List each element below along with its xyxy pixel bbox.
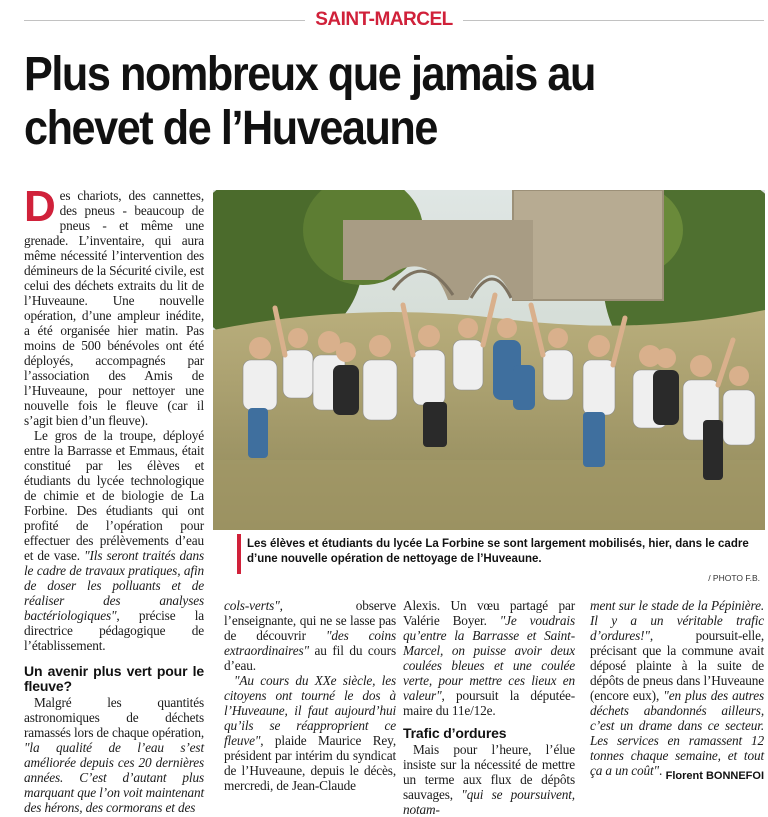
quote-text: "Ils seront traités dans le cadre de travaux pratiques, afin de doser les polluants et de réaliser des analyses bactériologiques" bbox=[24, 548, 204, 623]
article-column-1 bbox=[24, 182, 204, 815]
paragraph-text: , précise la directrice pédagogique de l’établissement. bbox=[24, 608, 204, 653]
photo-credit: / PHOTO F.B. bbox=[708, 573, 760, 583]
paragraph-text: au fil du cours d’eau. bbox=[224, 643, 396, 673]
paragraph-text: . bbox=[659, 763, 663, 778]
paragraph-text: , poursuit la députée-maire du 11e/12e. bbox=[403, 688, 575, 718]
paragraph bbox=[24, 428, 204, 653]
subheading-avenir: Un avenir plus vert pour le fleuve? bbox=[24, 663, 204, 694]
paragraph bbox=[224, 598, 396, 673]
lead-text: es chariots, des cannettes, des pneus - beaucoup de pneus - et même une grenade. L’inventaire, qui aura même nécessité l’intervention des démineurs de la Sécurité civile, est celui des déchets extraits du lit de l’Huveaune. Une nouvelle opération, d’une ampleur inédite, a été organisée hier matin. Pas moins de 500 bénévoles ont été déployés, accompagnés par l’association des Amis de l’Huveaune, pour nettoyer une nouvelle fois le fleuve (car il s’agit bien d’un fleuve). bbox=[24, 188, 204, 428]
subheading-trafic: Trafic d’ordures bbox=[403, 725, 507, 741]
quote-text: cols-verts" bbox=[224, 598, 280, 613]
paragraph-text: , poursuit-elle, précisant que la commune avait déposé plainte à la suite de dépôts de pneus dans l’Huveaune (encore eux), bbox=[590, 628, 764, 703]
quote-text: "la qualité de l’eau s’est améliorée depuis ces 20 dernières années. C’est d’autant plus marquant que l’on voit maintenant des hérons, des cormorans et des bbox=[24, 740, 204, 815]
paragraph-text: , plaide Maurice Rey, président par intérim du syndicat de l’Huveaune, depuis le décès, mercredi, de Jean-Claude bbox=[224, 733, 396, 793]
paragraph bbox=[24, 695, 204, 815]
paragraph-text: Le gros de la troupe, déployé entre la Barrasse et Emmaus, était constitué par les élèves et étudiants du lycée technologique de chimie et de biologie de La Forbine. Des étudiants qui ont profité de l’opération pour effectuer des prélèvements d’eau et de vase. bbox=[24, 428, 204, 563]
article-column-4 bbox=[590, 598, 764, 778]
article-photo bbox=[213, 190, 765, 530]
group-photo-illustration bbox=[213, 190, 765, 530]
paragraph bbox=[403, 742, 575, 817]
drop-cap: D bbox=[24, 182, 56, 231]
quote-text: "en plus des autres déchets abandonnés ailleurs, c’est un drame dans ce secteur. Les services en ramassent 12 tonnes chaque semaine, et tout ça a un coût" bbox=[590, 688, 764, 778]
lead-paragraph bbox=[24, 182, 204, 428]
article-headline: Plus nombreux que jamais au chevet de l’Huveaune bbox=[24, 48, 595, 155]
author-byline: Florent BONNEFOI bbox=[665, 770, 764, 782]
paragraph-text: , observe l’enseignante, qui ne se lasse pas de découvrir bbox=[224, 598, 396, 643]
quote-text: "Je voudrais qu’entre la Barrasse et Saint-Marcel, on puisse avoir deux coulées bleues et une coulée verte, pour mettre ces lieux en valeur" bbox=[403, 613, 575, 703]
section-rubric bbox=[0, 9, 768, 31]
paragraph-text: Mais pour l’heure, l’élue insiste sur la nécessité de mettre un terme aux flux de dépôts sauvages, bbox=[403, 742, 575, 802]
paragraph-text: Alexis. Un vœu partagé par Valérie Boyer. bbox=[403, 598, 575, 628]
paragraph-text: Malgré les quantités astronomiques de déchets ramassés lors de chaque opération, bbox=[24, 695, 204, 740]
article-column-3 bbox=[403, 598, 575, 817]
rubric-label: SAINT-MARCEL bbox=[305, 9, 463, 30]
quote-text: "qui se poursuivent, notam- bbox=[403, 787, 575, 817]
quote-text: "Au cours du XXe siècle, les citoyens ont tourné le dos à l’Huveaune, il faut aujourd’hui qu’ils se réapproprient ce fleuve" bbox=[224, 673, 396, 748]
caption-accent-bar bbox=[237, 534, 241, 574]
paragraph bbox=[590, 598, 764, 778]
paragraph bbox=[224, 673, 396, 793]
article-column-2 bbox=[224, 598, 396, 793]
quote-text: "des coins extraordinaires" bbox=[224, 628, 396, 658]
quote-text: ment sur le stade de la Pépinière. Il y a un véritable trafic d’ordures!" bbox=[590, 598, 764, 643]
paragraph bbox=[403, 598, 575, 718]
photo-caption: Les élèves et étudiants du lycée La Forbine se sont largement mobilisés, hier, dans le cadre d’une nouvelle opération de nettoyage de l’Huveaune. bbox=[247, 538, 749, 565]
